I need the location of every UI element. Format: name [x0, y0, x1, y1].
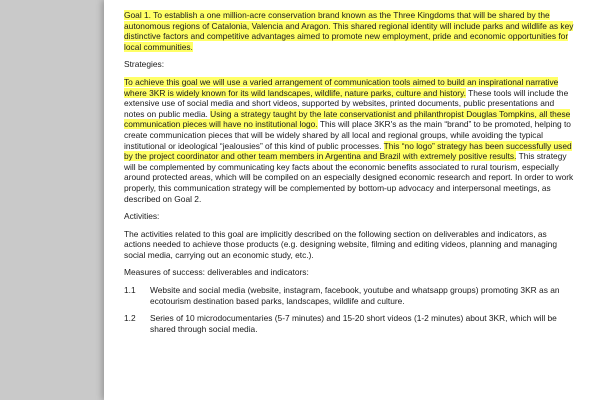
- item-number: 1.2: [124, 313, 136, 324]
- list-item: [124, 313, 574, 334]
- goal-paragraph: [124, 10, 574, 52]
- highlight-3: This “no logo” strategy has been successfully used by the project coordinator and other team members in Argentina and Brazil with extremely positive results.: [124, 140, 572, 162]
- strategy-text-3: This strategy will be complemented by communicating key facts about the economic benefits associated to rural tourism, especially around protected areas, which will be compiled on an especially designed economic research and report. In order to work properly, this communication strategy will be complemented by bottom-up advocacy and interpersonal meetings, as described on Goal 2.: [124, 151, 574, 204]
- highlight-1: To achieve this goal we will use a varied arrangement of communication tools aimed to build an inspirational narrative where 3KR is widely known for its wild landscapes, wildlife, nature parks, culture and history.: [124, 76, 559, 98]
- highlight-2: Using a strategy taught by the late conservationist and philanthropist Douglas Tompkins, all these communication pieces will have no institutional logo.: [124, 108, 571, 130]
- item-text: Series of 10 microdocumentaries (5-7 minutes) and 15-20 short videos (1-2 minutes) about 3KR, which will be shared through social media.: [150, 313, 557, 334]
- document-body: [124, 10, 574, 341]
- strategy-text-2: This will place 3KR's as the main “brand” to be promoted, helping to create communication pieces that will be widely shared by all local and regional groups, while avoiding the typical institutional or ideological “jealousies” of this kind of public processes.: [124, 119, 571, 151]
- list-item: [124, 285, 574, 306]
- activities-paragraph: The activities related to this goal are implicitly described on the following section on deliverables and indicators, as actions needed to achieve those products (e.g. designing website, filming and editing videos, planning and managing social media, carrying out an economic study, etc.).: [124, 228, 557, 260]
- strategies-heading: Strategies:: [124, 59, 165, 70]
- highlighted-goal: Goal 1. To establish a one million-acre conservation brand known as the Three Kingdoms that will be shared by the autonomous regions of Catalonia, Valencia and Aragon. This shared regional identity will include parks and wildlife as key distinctive factors and competitive advantages aimed to promote new employment, pride and economic opportunities for local communities.: [124, 10, 574, 52]
- item-text: Website and social media (website, instagram, facebook, youtube and whatsapp groups) promoting 3KR as an ecotourism destination based parks, landscapes, wildlife and culture.: [150, 285, 560, 306]
- document-page: [104, 0, 600, 400]
- activities-heading: Activities:: [124, 211, 160, 222]
- strategy-paragraph: [124, 77, 574, 204]
- strategy-text-1: These tools will include the extensive use of social media and short videos, supported by websites, printed documents, public presentations and notes on public media.: [124, 87, 569, 119]
- item-number: 1.1: [124, 285, 136, 296]
- measures-heading: Measures of success: deliverables and indicators:: [124, 267, 309, 278]
